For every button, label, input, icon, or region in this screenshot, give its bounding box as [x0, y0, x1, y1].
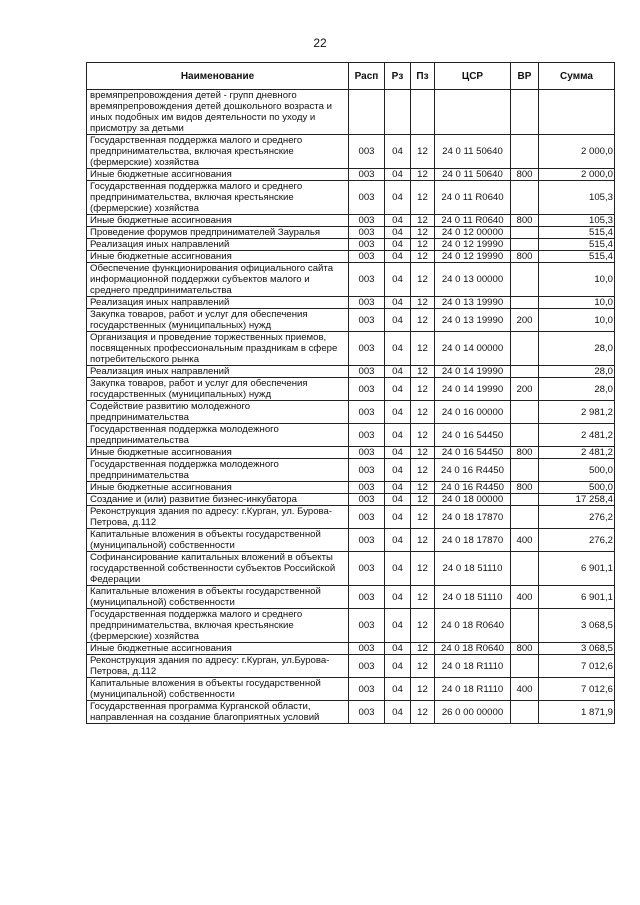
table-row	[87, 135, 615, 169]
cell-sum: 2 000,0	[539, 135, 615, 169]
cell-csr: 24 0 18 17870	[435, 529, 511, 552]
cell-sum: 500,0	[539, 482, 615, 494]
header-sum: Сумма	[539, 63, 615, 90]
cell-pz: 12	[411, 482, 435, 494]
table-row	[87, 90, 615, 135]
table-row	[87, 701, 615, 724]
cell-vr: 800	[511, 215, 539, 227]
cell-name: Закупка товаров, работ и услуг для обеспечения государственных (муниципальных) нужд	[87, 309, 349, 332]
cell-rz: 04	[385, 701, 411, 724]
cell-sum: 2 000,0	[539, 169, 615, 181]
cell-name: Государственная поддержка малого и среднего предпринимательства, включая крестьянские (фермерские) хозяйства	[87, 181, 349, 215]
cell-name: Государственная поддержка молодежного предпринимательства	[87, 424, 349, 447]
cell-sum: 10,0	[539, 297, 615, 309]
cell-rasp: 003	[349, 181, 385, 215]
table-row	[87, 655, 615, 678]
table-row	[87, 643, 615, 655]
cell-vr: 200	[511, 309, 539, 332]
cell-vr	[511, 401, 539, 424]
cell-sum: 3 068,5	[539, 643, 615, 655]
cell-rasp: 003	[349, 529, 385, 552]
cell-name: Капитальные вложения в объекты государственной (муниципальной) собственности	[87, 586, 349, 609]
cell-vr	[511, 90, 539, 135]
cell-csr: 24 0 11 R0640	[435, 215, 511, 227]
cell-rz: 04	[385, 169, 411, 181]
cell-name: Государственная поддержка молодежного предпринимательства	[87, 459, 349, 482]
cell-name: Иные бюджетные ассигнования	[87, 251, 349, 263]
cell-rasp: 003	[349, 239, 385, 251]
header-rasp: Расп	[349, 63, 385, 90]
cell-pz: 12	[411, 529, 435, 552]
cell-pz: 12	[411, 401, 435, 424]
cell-sum: 2 481,2	[539, 447, 615, 459]
cell-csr	[435, 90, 511, 135]
table-row	[87, 424, 615, 447]
header-vr: ВР	[511, 63, 539, 90]
cell-vr	[511, 135, 539, 169]
table-row	[87, 447, 615, 459]
cell-pz: 12	[411, 643, 435, 655]
cell-name: Реконструкция здания по адресу: г.Курган, ул. Бурова-Петрова, д.112	[87, 506, 349, 529]
cell-vr	[511, 701, 539, 724]
cell-csr: 24 0 13 00000	[435, 263, 511, 297]
cell-vr	[511, 239, 539, 251]
table-row	[87, 678, 615, 701]
cell-sum: 6 901,1	[539, 552, 615, 586]
cell-pz: 12	[411, 297, 435, 309]
cell-sum: 10,0	[539, 263, 615, 297]
page-number: 22	[313, 36, 327, 50]
cell-rasp: 003	[349, 506, 385, 529]
cell-rasp: 003	[349, 586, 385, 609]
cell-pz: 12	[411, 424, 435, 447]
cell-rasp: 003	[349, 424, 385, 447]
table-row	[87, 378, 615, 401]
cell-vr: 400	[511, 678, 539, 701]
cell-rz: 04	[385, 424, 411, 447]
cell-vr	[511, 424, 539, 447]
cell-rasp: 003	[349, 482, 385, 494]
cell-csr: 24 0 12 19990	[435, 239, 511, 251]
cell-pz: 12	[411, 586, 435, 609]
cell-pz: 12	[411, 655, 435, 678]
cell-rasp	[349, 90, 385, 135]
cell-pz: 12	[411, 181, 435, 215]
table-row	[87, 181, 615, 215]
table-header-row	[87, 63, 615, 90]
cell-rz: 04	[385, 401, 411, 424]
cell-rz: 04	[385, 239, 411, 251]
cell-csr: 24 0 16 R4450	[435, 459, 511, 482]
cell-rz: 04	[385, 586, 411, 609]
cell-csr: 24 0 18 R0640	[435, 609, 511, 643]
table-row	[87, 366, 615, 378]
table-row	[87, 251, 615, 263]
cell-rz: 04	[385, 678, 411, 701]
cell-sum: 2 981,2	[539, 401, 615, 424]
header-csr: ЦСР	[435, 63, 511, 90]
cell-rasp: 003	[349, 447, 385, 459]
cell-pz: 12	[411, 332, 435, 366]
cell-name: Реконструкция здания по адресу: г.Курган, ул.Бурова-Петрова, д.112	[87, 655, 349, 678]
cell-sum: 1 871,9	[539, 701, 615, 724]
cell-vr	[511, 655, 539, 678]
cell-csr: 24 0 16 00000	[435, 401, 511, 424]
table-row	[87, 459, 615, 482]
cell-sum: 105,3	[539, 215, 615, 227]
cell-name: Иные бюджетные ассигнования	[87, 215, 349, 227]
cell-csr: 24 0 16 54450	[435, 447, 511, 459]
cell-sum	[539, 90, 615, 135]
cell-sum: 10,0	[539, 309, 615, 332]
cell-rz: 04	[385, 227, 411, 239]
cell-rz: 04	[385, 482, 411, 494]
cell-csr: 24 0 11 R0640	[435, 181, 511, 215]
cell-sum: 2 481,2	[539, 424, 615, 447]
cell-name: Реализация иных направлений	[87, 366, 349, 378]
cell-rz: 04	[385, 332, 411, 366]
cell-pz: 12	[411, 135, 435, 169]
cell-csr: 24 0 18 00000	[435, 494, 511, 506]
cell-vr: 800	[511, 643, 539, 655]
cell-csr: 24 0 14 19990	[435, 378, 511, 401]
cell-name: Иные бюджетные ассигнования	[87, 169, 349, 181]
cell-csr: 24 0 11 50640	[435, 135, 511, 169]
cell-vr	[511, 181, 539, 215]
cell-rz: 04	[385, 181, 411, 215]
cell-sum: 3 068,5	[539, 609, 615, 643]
cell-vr	[511, 552, 539, 586]
table-row	[87, 529, 615, 552]
cell-vr: 400	[511, 529, 539, 552]
cell-rz: 04	[385, 552, 411, 586]
cell-rz: 04	[385, 494, 411, 506]
cell-csr: 24 0 18 R1110	[435, 655, 511, 678]
header-rz: Рз	[385, 63, 411, 90]
cell-rz	[385, 90, 411, 135]
cell-rasp: 003	[349, 643, 385, 655]
cell-sum: 515,4	[539, 251, 615, 263]
cell-name: Обеспечение функционирования официального сайта информационной поддержки субъектов малого и среднего предпринимательства	[87, 263, 349, 297]
cell-vr	[511, 609, 539, 643]
cell-vr	[511, 332, 539, 366]
cell-csr: 24 0 16 54450	[435, 424, 511, 447]
cell-csr: 24 0 14 19990	[435, 366, 511, 378]
budget-table	[86, 62, 615, 724]
table-row	[87, 586, 615, 609]
cell-rz: 04	[385, 643, 411, 655]
cell-csr: 24 0 12 19990	[435, 251, 511, 263]
cell-rasp: 003	[349, 609, 385, 643]
cell-vr	[511, 263, 539, 297]
cell-name: Содействие развитию молодежного предпринимательства	[87, 401, 349, 424]
cell-sum: 515,4	[539, 227, 615, 239]
table-row	[87, 227, 615, 239]
cell-pz: 12	[411, 506, 435, 529]
cell-pz: 12	[411, 552, 435, 586]
table-body	[87, 90, 615, 724]
cell-rz: 04	[385, 655, 411, 678]
cell-vr	[511, 297, 539, 309]
cell-name: Софинансирование капитальных вложений в объекты государственной собственности субъектов Российской Федерации	[87, 552, 349, 586]
cell-rasp: 003	[349, 552, 385, 586]
cell-sum: 500,0	[539, 459, 615, 482]
cell-name: Проведение форумов предпринимателей Зауралья	[87, 227, 349, 239]
cell-rasp: 003	[349, 401, 385, 424]
cell-sum: 28,0	[539, 378, 615, 401]
cell-vr: 200	[511, 378, 539, 401]
cell-sum: 28,0	[539, 366, 615, 378]
cell-sum: 7 012,6	[539, 655, 615, 678]
cell-sum: 28,0	[539, 332, 615, 366]
cell-sum: 17 258,4	[539, 494, 615, 506]
cell-pz: 12	[411, 609, 435, 643]
cell-csr: 24 0 16 R4450	[435, 482, 511, 494]
cell-csr: 24 0 13 19990	[435, 297, 511, 309]
cell-pz: 12	[411, 251, 435, 263]
cell-pz: 12	[411, 309, 435, 332]
cell-rz: 04	[385, 378, 411, 401]
cell-rz: 04	[385, 263, 411, 297]
cell-vr: 400	[511, 586, 539, 609]
cell-vr: 800	[511, 447, 539, 459]
table-row	[87, 401, 615, 424]
table-row	[87, 309, 615, 332]
cell-pz	[411, 90, 435, 135]
cell-rasp: 003	[349, 297, 385, 309]
cell-name: Иные бюджетные ассигнования	[87, 643, 349, 655]
cell-csr: 24 0 18 51110	[435, 552, 511, 586]
cell-vr	[511, 366, 539, 378]
cell-vr	[511, 494, 539, 506]
cell-rasp: 003	[349, 655, 385, 678]
cell-name: времяпрепровождения детей - групп дневного времяпрепровождения детей дошкольного возраста и иных подобных им видов деятельности по уходу и присмотру за детьми	[87, 90, 349, 135]
cell-pz: 12	[411, 459, 435, 482]
cell-name: Государственная программа Курганской области, направленная на создание благоприятных условий	[87, 701, 349, 724]
cell-sum: 6 901,1	[539, 586, 615, 609]
cell-rasp: 003	[349, 378, 385, 401]
cell-rz: 04	[385, 529, 411, 552]
table-row	[87, 263, 615, 297]
cell-rasp: 003	[349, 227, 385, 239]
cell-pz: 12	[411, 701, 435, 724]
cell-rasp: 003	[349, 459, 385, 482]
cell-rz: 04	[385, 251, 411, 263]
cell-pz: 12	[411, 263, 435, 297]
cell-sum: 105,3	[539, 181, 615, 215]
cell-rz: 04	[385, 366, 411, 378]
table-row	[87, 482, 615, 494]
cell-name: Реализация иных направлений	[87, 239, 349, 251]
cell-pz: 12	[411, 227, 435, 239]
cell-rz: 04	[385, 447, 411, 459]
cell-rz: 04	[385, 309, 411, 332]
header-name: Наименование	[87, 63, 349, 90]
cell-pz: 12	[411, 678, 435, 701]
cell-pz: 12	[411, 494, 435, 506]
cell-rasp: 003	[349, 309, 385, 332]
cell-csr: 24 0 14 00000	[435, 332, 511, 366]
cell-sum: 7 012,6	[539, 678, 615, 701]
cell-rz: 04	[385, 135, 411, 169]
table-row	[87, 506, 615, 529]
cell-name: Государственная поддержка малого и среднего предпринимательства, включая крестьянские (фермерские) хозяйства	[87, 135, 349, 169]
cell-pz: 12	[411, 215, 435, 227]
table-row	[87, 169, 615, 181]
cell-vr: 800	[511, 251, 539, 263]
cell-csr: 24 0 18 17870	[435, 506, 511, 529]
cell-vr: 800	[511, 169, 539, 181]
cell-name: Капитальные вложения в объекты государственной (муниципальной) собственности	[87, 529, 349, 552]
table-row	[87, 494, 615, 506]
table-row	[87, 215, 615, 227]
cell-rasp: 003	[349, 678, 385, 701]
cell-rasp: 003	[349, 366, 385, 378]
cell-csr: 24 0 18 R1110	[435, 678, 511, 701]
cell-vr	[511, 506, 539, 529]
cell-rz: 04	[385, 297, 411, 309]
cell-rasp: 003	[349, 494, 385, 506]
cell-vr	[511, 227, 539, 239]
table-row	[87, 552, 615, 586]
cell-csr: 24 0 18 R0640	[435, 643, 511, 655]
cell-csr: 26 0 00 00000	[435, 701, 511, 724]
cell-name: Организация и проведение торжественных приемов, посвященных профессиональным праздникам в сфере потребительского рынка	[87, 332, 349, 366]
cell-pz: 12	[411, 169, 435, 181]
cell-name: Капитальные вложения в объекты государственной (муниципальной) собственности	[87, 678, 349, 701]
cell-csr: 24 0 18 51110	[435, 586, 511, 609]
cell-rz: 04	[385, 459, 411, 482]
cell-pz: 12	[411, 239, 435, 251]
cell-rasp: 003	[349, 332, 385, 366]
cell-sum: 276,2	[539, 529, 615, 552]
cell-rasp: 003	[349, 701, 385, 724]
cell-name: Иные бюджетные ассигнования	[87, 482, 349, 494]
cell-csr: 24 0 12 00000	[435, 227, 511, 239]
cell-rasp: 003	[349, 263, 385, 297]
cell-sum: 515,4	[539, 239, 615, 251]
cell-rasp: 003	[349, 251, 385, 263]
table-row	[87, 297, 615, 309]
cell-name: Государственная поддержка малого и среднего предпринимательства, включая крестьянские (фермерские) хозяйства	[87, 609, 349, 643]
table-row	[87, 609, 615, 643]
cell-rz: 04	[385, 506, 411, 529]
cell-rasp: 003	[349, 215, 385, 227]
cell-name: Реализация иных направлений	[87, 297, 349, 309]
cell-csr: 24 0 11 50640	[435, 169, 511, 181]
cell-name: Иные бюджетные ассигнования	[87, 447, 349, 459]
cell-pz: 12	[411, 378, 435, 401]
cell-rasp: 003	[349, 169, 385, 181]
cell-rz: 04	[385, 609, 411, 643]
table-row	[87, 332, 615, 366]
header-pz: Пз	[411, 63, 435, 90]
cell-name: Создание и (или) развитие бизнес-инкубатора	[87, 494, 349, 506]
cell-rasp: 003	[349, 135, 385, 169]
cell-vr: 800	[511, 482, 539, 494]
table-row	[87, 239, 615, 251]
cell-vr	[511, 459, 539, 482]
cell-csr: 24 0 13 19990	[435, 309, 511, 332]
cell-sum: 276,2	[539, 506, 615, 529]
cell-pz: 12	[411, 366, 435, 378]
cell-rz: 04	[385, 215, 411, 227]
cell-name: Закупка товаров, работ и услуг для обеспечения государственных (муниципальных) нужд	[87, 378, 349, 401]
cell-pz: 12	[411, 447, 435, 459]
